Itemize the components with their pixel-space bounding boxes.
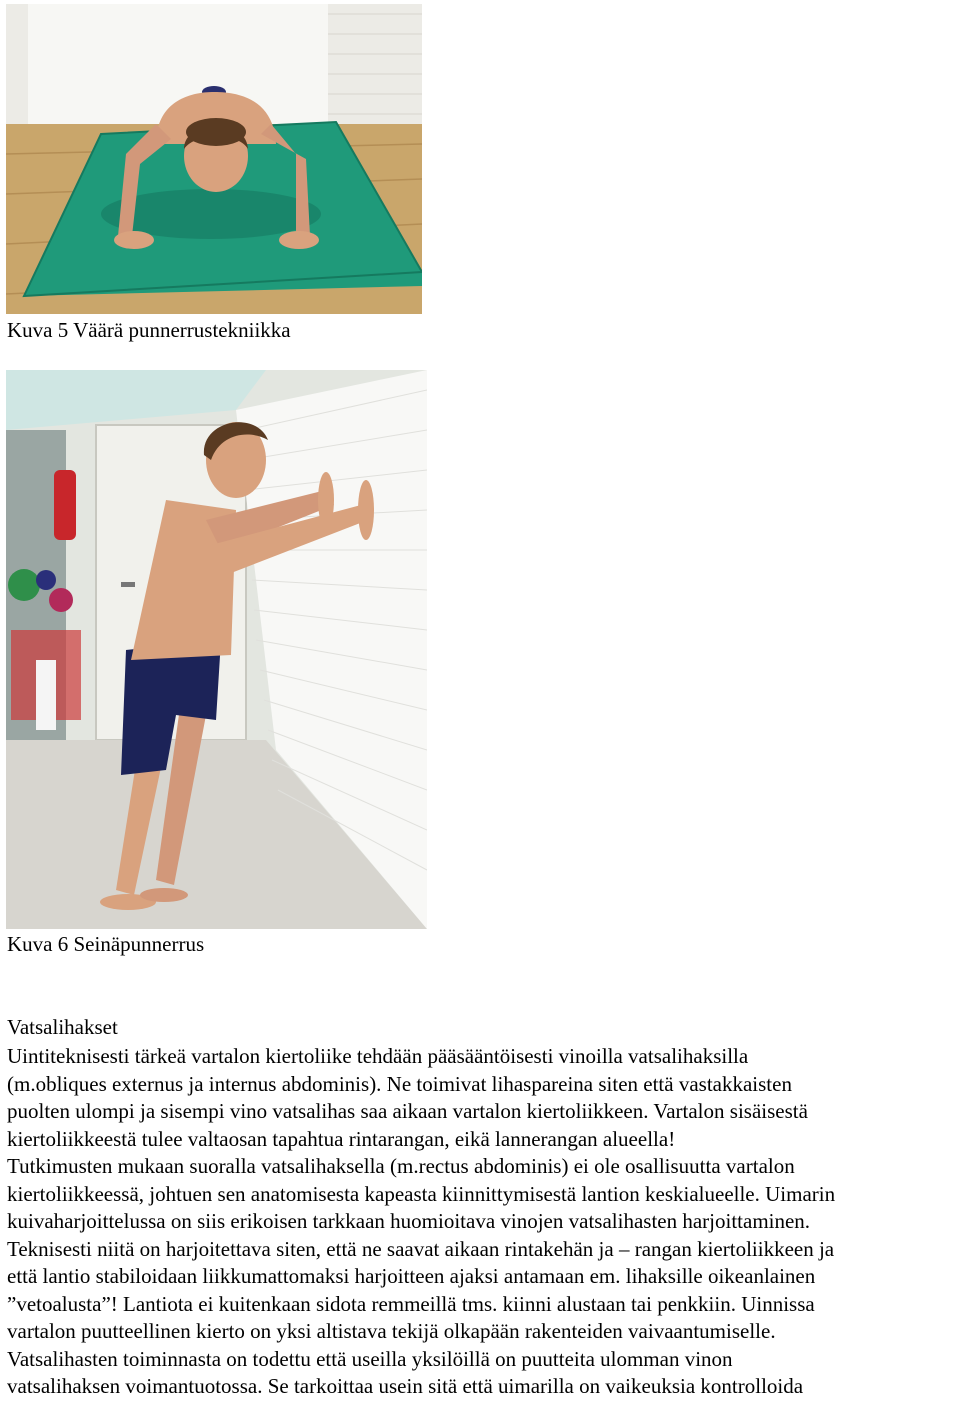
text-line: vatsalihaksen voimantuotossa. Se tarkoittaa usein sitä että uimarilla on vaikeuksia kontrolloida (7, 1374, 804, 1398)
body-paragraph (7, 1043, 957, 1401)
text-line: Tutkimusten mukaan suoralla vatsalihaksella (m.rectus abdominis) ei ole osallisuutta vartalon (7, 1154, 795, 1178)
text-line: Vatsalihasten toiminnasta on todettu että useilla yksilöillä on puutteita ulomman vinon (7, 1346, 733, 1371)
figure-5-caption: Kuva 5 Väärä punnerrustekniikka (7, 318, 291, 342)
figure-6-caption: Kuva 6 Seinäpunnerrus (7, 932, 205, 956)
figure-6-photo (6, 370, 427, 929)
text-line: Uintiteknisesti tärkeä vartalon kiertoliike tehdään pääsääntöisesti vinoilla vatsalihaksilla (7, 1044, 749, 1068)
text-line: kiertoliikkeessä, johtuen sen anatomisesta kapeasta kiinnittymisestä lantion keskialueelle. Uimarin (7, 1181, 836, 1206)
text-line: kuivaharjoittelussa on siis erikoisen tarkkaan huomioitava vinojen vatsalihasten harjoittaminen. (7, 1209, 811, 1233)
text-line: puolten ulompi ja sisempi vino vatsalihas saa aikaan vartalon kiertoliikkeen. Vartalon sisäisestä (7, 1099, 808, 1123)
text-line: kiertoliikkeestä tulee valtaosan tapahtua rintarangan, eikä lannerangan alueella! (7, 1126, 676, 1151)
figure-5-photo (6, 4, 422, 314)
text-line: Teknisesti niitä on harjoitettava siten, että ne saavat aikaan rintakehän ja – rangan kiertoliikkeen ja (7, 1236, 835, 1261)
text-line: että lantio stabiloidaan liikkumattomaksi harjoitteen ajaksi antamaan em. lihaksille oikeanlainen (7, 1264, 816, 1288)
section-heading: Vatsalihakset (7, 1015, 118, 1039)
text-line: (m.obliques externus ja internus abdominis). Ne toimivat lihaspareina siten että vastakkaisten (7, 1071, 792, 1096)
text-line: vartalon puutteellinen kierto on yksi altistava tekijä olkapään rakenteiden vaivaantumiselle. (7, 1319, 776, 1343)
text-line: ”vetoalusta”! Lantiota ei kuitenkaan sidota remmeillä tms. kiinni alustaan tai penkkiin. Uinnissa (7, 1291, 815, 1316)
